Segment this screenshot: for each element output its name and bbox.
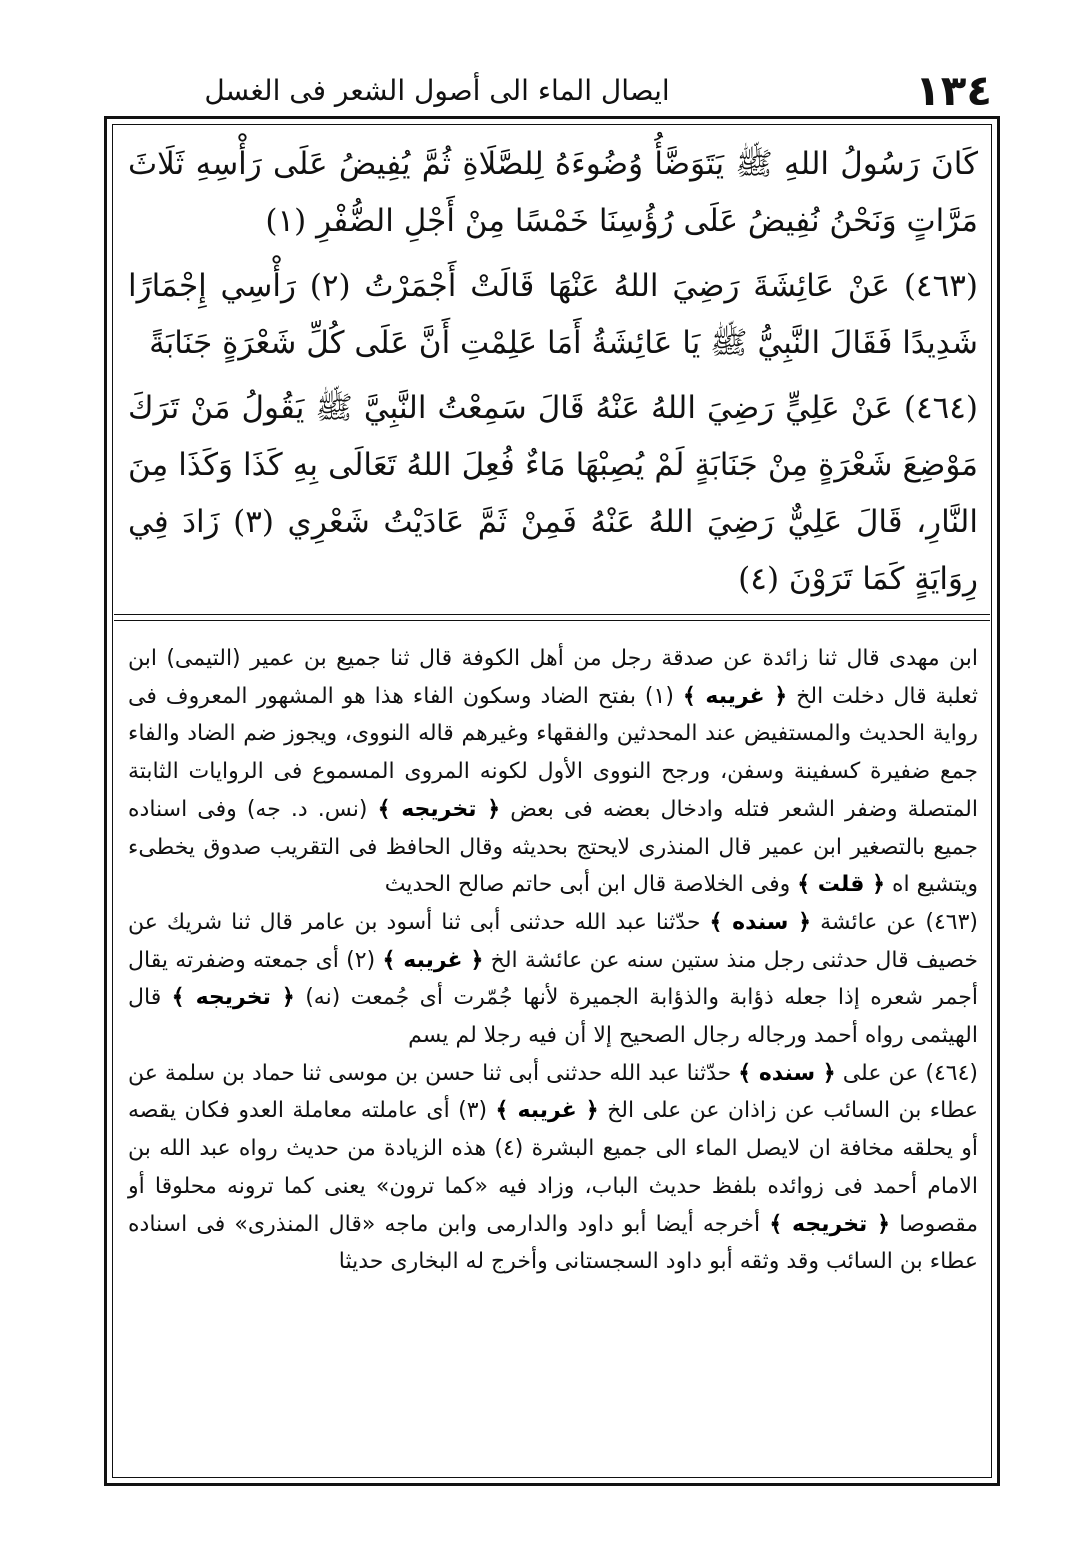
hadith-paragraph: (٤٦٣) عَنْ عَائِشَةَ رَضِيَ اللهُ عَنْهَا قَالَتْ أَجْمَرْتُ (٢) رَأْسِي إِجْمَارًا شَدِيدًا فَقَالَ النَّبِيُّ ﷺ يَا عَائِشَةُ أَمَا عَلِمْتِ أَنَّ عَلَى كُلِّ شَعْرَةٍ جَنَابَةً <box>128 268 978 361</box>
hadith-text-block <box>128 136 978 606</box>
note-text: (٢) أى جمعته وضفرته يقال أجمر شعره إذا جعله ذؤابة والذؤابة الجميرة لأنها جُمّرت أى جُمعت (نه) <box>128 947 978 1011</box>
running-title: ايصال الماء الى أصول الشعر فى الغسل <box>204 74 670 107</box>
ornament-heading: ﴿ غريبه ﴾ <box>682 683 788 709</box>
ornament-heading: ﴿ قلت ﴾ <box>797 872 885 898</box>
page-number: ١٣٤ <box>915 66 992 115</box>
ornament-heading: ﴿ تخريجه ﴾ <box>769 1211 891 1237</box>
note-text: (٤٦٤) عن على <box>842 1060 978 1086</box>
note-text: (نس. د. جه) وفى اسناده جميع بالتصغير ابن عمير قال المنذرى لايحتج بحديثه وقال الحافظ فى التقريب صدوق يخطىء ويتشيع اه <box>128 796 978 898</box>
ornament-heading: ﴿ سنده ﴾ <box>709 909 812 935</box>
note-text: (٣) أى عاملته معاملة العدو فكان يقصه أو يحلقه مخافة ان لايصل الماء الى جميع البشرة (٤) هذه الزيادة من حديث رواه عبد الله بن الامام أحمد فى زوائده بلفظ حديث الباب، وزاد فيه «كما ترون» يعنى كما ترونه محلوقا أو مقصوصا <box>128 1098 978 1237</box>
hadith-paragraph: كَانَ رَسُولُ اللهِ ﷺ يَتَوَضَّأُ وُضُوءَهُ لِلصَّلَاةِ ثُمَّ يُفِيضُ عَلَى رَأْسِهِ ثَلَاثَ مَرَّاتٍ وَنَحْنُ نُفِيضُ عَلَى رُؤُسِنَا خَمْسًا مِنْ أَجْلِ الضُّفْرِ (١) <box>128 146 978 239</box>
note-text: حدّثنا عبد الله حدثنى أبى ثنا حسن بن موسى ثنا حماد بن سلمة عن عطاء بن السائب عن زاذان عن على الخ <box>128 1060 979 1124</box>
ornament-heading: ﴿ غريبه ﴾ <box>495 1098 599 1124</box>
section-divider <box>114 614 990 615</box>
note-paragraph <box>128 904 978 1055</box>
note-text: قال الهيثمى رواه أحمد ورجاله رجال الصحيح إلا أن فيه رجلا لم يسم <box>128 985 978 1049</box>
note-text: (١) بفتح الضاد وسكون الفاء هذا هو المشهور المعروف فى رواية الحديث والمستفيض عند المحدثين والفقهاء وغيرهم قاله النووى، ويجوز ضم الضاد والفاء جمع ضفيرة كسفينة وسفن، ورجح النووى الأول لكونه المروى المسموع فى الروايات الثابتة المتصلة وضفر الشعر فتله وادخال بعضه فى بعض <box>128 683 978 822</box>
ornament-heading: ﴿ سنده ﴾ <box>738 1060 836 1086</box>
note-text: وفى الخلاصة قال ابن أبى حاتم صالح الحديث <box>384 872 791 898</box>
ornament-heading: ﴿ تخريجه ﴾ <box>377 796 501 822</box>
note-text: أخرجه أيضا أبو داود والدارمى وابن ماجه «قال المنذرى» فى اسناده عطاء بن السائب وقد وثقه أبو داود السجستانى وأخرج له البخارى حديثا <box>128 1211 978 1275</box>
ornament-heading: ﴿ غريبه ﴾ <box>382 947 484 973</box>
page-header <box>112 66 992 116</box>
commentary-notes <box>128 640 978 1470</box>
note-text: حدّثنا عبد الله حدثنى أبى ثنا أسود بن عامر قال ثنا شريك عن خصيف قال حدثنى رجل منذ ستين سنه عن عائشة الخ <box>128 909 978 973</box>
note-paragraph <box>128 640 978 904</box>
ornament-heading: ﴿ تخريجه ﴾ <box>171 985 295 1011</box>
hadith-paragraph: (٤٦٤) عَنْ عَلِيٍّ رَضِيَ اللهُ عَنْهُ قَالَ سَمِعْتُ النَّبِيَّ ﷺ يَقُولُ مَنْ تَرَكَ مَوْضِعَ شَعْرَةٍ مِنْ جَنَابَةٍ لَمْ يُصِبْهَا مَاءٌ فُعِلَ اللهُ تَعَالَى بِهِ كَذَا وَكَذَا مِنَ النَّارِ، قَالَ عَلِيٌّ رَضِيَ اللهُ عَنْهُ فَمِنْ ثَمَّ عَادَيْتُ شَعْرِي (٣) زَادَ فِي رِوَايَةٍ كَمَا تَرَوْنَ (٤) <box>128 390 978 597</box>
note-text: ابن مهدى قال ثنا زائدة عن صدقة رجل من أهل الكوفة قال ثنا جميع بن عمير (التيمى) ابن ثعلبة قال دخلت الخ <box>128 646 978 709</box>
section-divider <box>114 620 990 621</box>
note-text: (٤٦٣) عن عائشة <box>820 909 978 935</box>
note-paragraph <box>128 1055 978 1281</box>
